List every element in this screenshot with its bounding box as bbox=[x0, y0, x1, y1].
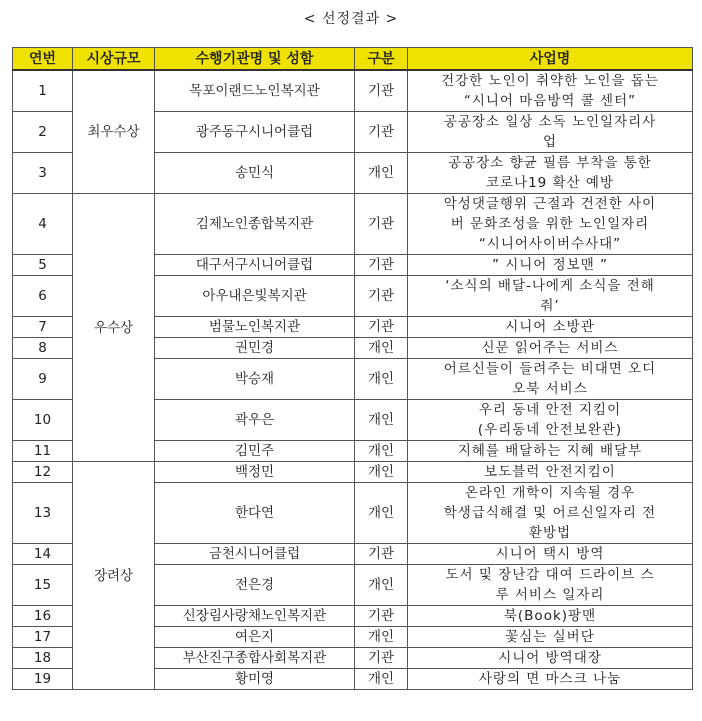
project-name bbox=[408, 565, 693, 606]
project-line: 환방법 bbox=[528, 525, 572, 541]
project-line: 시니어 방역대장 bbox=[498, 650, 602, 666]
entry-type: 기관 bbox=[355, 70, 408, 112]
org-or-person-name: 대구서구시니어클럽 bbox=[155, 255, 355, 276]
project-line: 악성댓글행위 근절과 건전한 사이 bbox=[443, 196, 657, 212]
project-line: 보도블럭 안전지킴이 bbox=[484, 464, 616, 480]
table-row bbox=[13, 194, 693, 255]
entry-type: 개인 bbox=[355, 627, 408, 648]
row-number: 1 bbox=[13, 70, 73, 112]
entry-type: 개인 bbox=[355, 400, 408, 441]
row-number: 12 bbox=[13, 462, 73, 483]
project-line: 도서 및 장난감 대여 드라이브 스 bbox=[445, 567, 655, 583]
row-number: 15 bbox=[13, 565, 73, 606]
project-line: 우리 동네 안전 지킴이 bbox=[478, 402, 622, 418]
org-or-person-name: 아우내은빛복지관 bbox=[155, 276, 355, 317]
project-name bbox=[408, 153, 693, 194]
project-name bbox=[408, 70, 693, 112]
project-name bbox=[408, 441, 693, 462]
org-or-person-name: 부산진구종합사회복지관 bbox=[155, 648, 355, 669]
project-line: 오북 서비스 bbox=[512, 381, 588, 397]
project-name bbox=[408, 255, 693, 276]
project-line: 지혜를 배달하는 지혜 배달부 bbox=[457, 443, 643, 459]
page-title: < 선정결과 > bbox=[303, 11, 399, 27]
project-name bbox=[408, 606, 693, 627]
project-line: 업 bbox=[542, 134, 558, 150]
header-row bbox=[13, 48, 693, 71]
project-name bbox=[408, 338, 693, 359]
entry-type: 개인 bbox=[355, 669, 408, 690]
org-or-person-name: 범물노인복지관 bbox=[155, 317, 355, 338]
header-no: 연번 bbox=[13, 48, 73, 71]
award-level: 최우수상 bbox=[73, 70, 155, 194]
org-or-person-name: 김제노인종합복지관 bbox=[155, 194, 355, 255]
entry-type: 기관 bbox=[355, 112, 408, 153]
project-name bbox=[408, 112, 693, 153]
row-number: 10 bbox=[13, 400, 73, 441]
project-line: 공공장소 일상 소독 노인일자리사 bbox=[443, 114, 657, 130]
project-line: ” 시니어 정보맨 ” bbox=[491, 257, 609, 273]
entry-type: 기관 bbox=[355, 317, 408, 338]
org-or-person-name: 광주동구시니어클럽 bbox=[155, 112, 355, 153]
project-line: (우리동네 안전보완관) bbox=[477, 422, 623, 438]
entry-type: 기관 bbox=[355, 255, 408, 276]
row-number: 3 bbox=[13, 153, 73, 194]
award-level: 장려상 bbox=[73, 462, 155, 690]
entry-type: 개인 bbox=[355, 338, 408, 359]
org-or-person-name: 백정민 bbox=[155, 462, 355, 483]
entry-type: 개인 bbox=[355, 153, 408, 194]
project-name bbox=[408, 462, 693, 483]
org-or-person-name: 한다연 bbox=[155, 483, 355, 544]
entry-type: 개인 bbox=[355, 441, 408, 462]
row-number: 4 bbox=[13, 194, 73, 255]
row-number: 7 bbox=[13, 317, 73, 338]
row-number: 16 bbox=[13, 606, 73, 627]
row-number: 14 bbox=[13, 544, 73, 565]
entry-type: 개인 bbox=[355, 565, 408, 606]
project-line: 공공장소 향균 필름 부착을 통한 bbox=[448, 155, 652, 171]
org-or-person-name: 곽우은 bbox=[155, 400, 355, 441]
table-body bbox=[13, 70, 693, 690]
org-or-person-name: 박승재 bbox=[155, 359, 355, 400]
results-table bbox=[12, 47, 693, 690]
row-number: 5 bbox=[13, 255, 73, 276]
row-number: 11 bbox=[13, 441, 73, 462]
project-name bbox=[408, 648, 693, 669]
project-line: “시니어사이버수사대” bbox=[478, 236, 622, 252]
header-name: 수행기관명 및 성함 bbox=[155, 48, 355, 71]
project-name bbox=[408, 317, 693, 338]
org-or-person-name: 목포이랜드노인복지관 bbox=[155, 70, 355, 112]
org-or-person-name: 황미영 bbox=[155, 669, 355, 690]
table-row bbox=[13, 70, 693, 112]
project-line: 학생급식해결 및 어르신일자리 전 bbox=[443, 505, 657, 521]
project-line: 버 문화조성을 위한 노인일자리 bbox=[450, 216, 650, 232]
project-line: 신문 읽어주는 서비스 bbox=[481, 340, 619, 356]
project-line: 루 서비스 일자리 bbox=[495, 587, 605, 603]
entry-type: 기관 bbox=[355, 606, 408, 627]
project-name bbox=[408, 627, 693, 648]
header-award: 시상규모 bbox=[73, 48, 155, 71]
project-name bbox=[408, 359, 693, 400]
project-line: 줘’ bbox=[540, 298, 560, 314]
entry-type: 개인 bbox=[355, 359, 408, 400]
project-line: “시니어 마음방역 콜 센터” bbox=[463, 93, 637, 109]
project-line: 북(Book)팡맨 bbox=[503, 608, 597, 624]
row-number: 13 bbox=[13, 483, 73, 544]
org-or-person-name: 여은지 bbox=[155, 627, 355, 648]
project-line: 어르신들이 들려주는 비대면 오디 bbox=[443, 361, 657, 377]
project-name bbox=[408, 544, 693, 565]
entry-type: 개인 bbox=[355, 462, 408, 483]
row-number: 2 bbox=[13, 112, 73, 153]
org-or-person-name: 전은경 bbox=[155, 565, 355, 606]
row-number: 9 bbox=[13, 359, 73, 400]
row-number: 6 bbox=[13, 276, 73, 317]
row-number: 19 bbox=[13, 669, 73, 690]
entry-type: 기관 bbox=[355, 544, 408, 565]
project-line: 꽃심는 실버단 bbox=[505, 629, 595, 645]
row-number: 8 bbox=[13, 338, 73, 359]
project-line: 시니어 택시 방역 bbox=[495, 546, 605, 562]
entry-type: 개인 bbox=[355, 483, 408, 544]
project-name bbox=[408, 276, 693, 317]
project-line: ‘소식의 배달-나에게 소식을 전해 bbox=[445, 278, 655, 294]
org-or-person-name: 송민식 bbox=[155, 153, 355, 194]
project-line: 시니어 소방관 bbox=[505, 319, 595, 335]
entry-type: 기관 bbox=[355, 276, 408, 317]
project-name bbox=[408, 400, 693, 441]
row-number: 17 bbox=[13, 627, 73, 648]
award-level: 우수상 bbox=[73, 194, 155, 462]
row-number: 18 bbox=[13, 648, 73, 669]
project-name bbox=[408, 669, 693, 690]
org-or-person-name: 금천시니어클럽 bbox=[155, 544, 355, 565]
entry-type: 기관 bbox=[355, 194, 408, 255]
header-project: 사업명 bbox=[408, 48, 693, 71]
project-name bbox=[408, 483, 693, 544]
org-or-person-name: 김민주 bbox=[155, 441, 355, 462]
project-line: 건강한 노인이 취약한 노인을 돕는 bbox=[441, 73, 659, 89]
project-name bbox=[408, 194, 693, 255]
header-type: 구분 bbox=[355, 48, 408, 71]
table-row bbox=[13, 462, 693, 483]
project-line: 코로나19 확산 예방 bbox=[485, 175, 615, 191]
entry-type: 기관 bbox=[355, 648, 408, 669]
project-line: 사랑의 면 마스크 나눔 bbox=[478, 671, 622, 687]
project-line: 온라인 개학이 지속될 경우 bbox=[464, 485, 636, 501]
org-or-person-name: 신장림사랑채노인복지관 bbox=[155, 606, 355, 627]
org-or-person-name: 권민경 bbox=[155, 338, 355, 359]
